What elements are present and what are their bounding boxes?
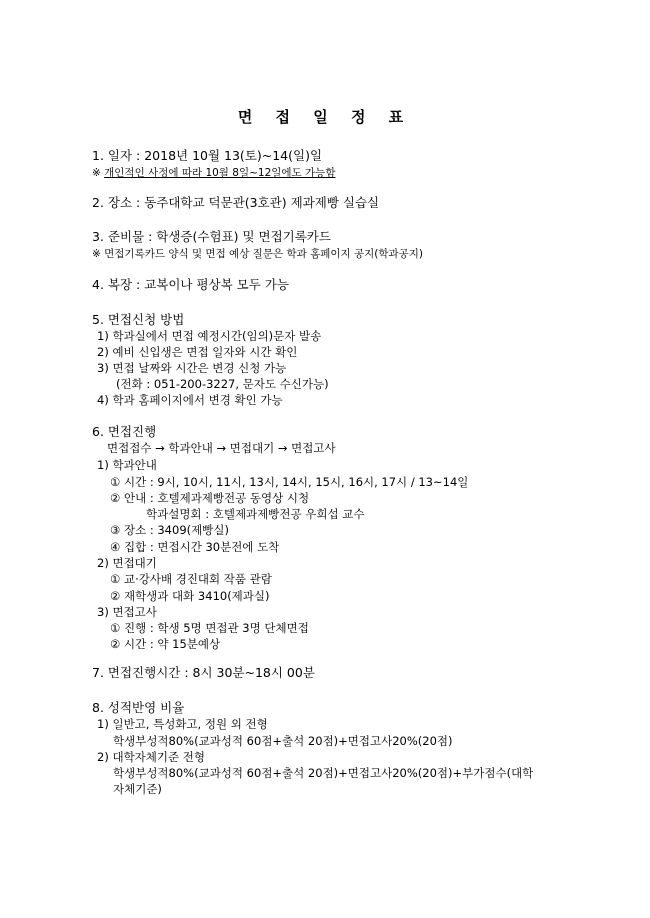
section-5-item-3: 3) 면접 날짜와 시간은 변경 신청 가능 (97, 361, 287, 375)
section-6-line-1: 1) 학과안내 (97, 458, 157, 472)
section-5-item-4: 4) 학과 홈페이지에서 변경 확인 가능 (97, 393, 283, 407)
section-6-heading: 6. 면접진행 (92, 424, 157, 439)
section-6-line-7: 2) 면접대기 (97, 556, 157, 570)
section-6-line-6: ④ 집합 : 면접시간 30분전에 도착 (110, 540, 280, 554)
section-6-line-12: ② 시간 : 약 15분예상 (110, 637, 221, 651)
section-1-note (92, 166, 335, 180)
section-5-phone: (전화 : 051-200-3227, 문자도 수신가능) (116, 377, 329, 391)
note-mark: ※ (92, 167, 105, 179)
section-6-line-2: ① 시간 : 9시, 10시, 11시, 13시, 14시, 15시, 16시, 17시 / 13~14일 (110, 475, 469, 489)
section-6-line-8: ① 교·강사배 경진대회 작품 관람 (110, 572, 272, 586)
section-6-line-10: 3) 면접고사 (97, 605, 157, 619)
section-1-note-text: 개인적인 사정에 따라 10월 8일~12일에도 가능함 (104, 167, 336, 179)
section-8-heading: 8. 성적반영 비율 (92, 700, 185, 715)
section-5-item-2: 2) 예비 신입생은 면접 일자와 시간 확인 (97, 345, 298, 359)
section-4-dress: 4. 복장 : 교복이나 평상복 모두 가능 (92, 277, 289, 292)
section-3-items: 3. 준비물 : 학생증(수험표) 및 면접기록카드 (92, 229, 331, 244)
section-6-line-9: ② 재학생과 대화 3410(제과실) (110, 589, 270, 603)
section-8-line-4: 학생부성적80%(교과성적 60점+출석 20점)+면접고사20%(20점)+부가점수(대학 (113, 766, 534, 780)
section-6-line-3: ② 안내 : 호텔제과제빵전공 동영상 시청 (110, 491, 310, 505)
section-1-date: 1. 일자 : 2018년 10월 13(토)~14(일)일 (92, 148, 323, 163)
section-8-line-3: 2) 대학자체기준 전형 (97, 750, 205, 764)
section-6-line-11: ① 진행 : 학생 5명 면접관 3명 단체면접 (110, 621, 309, 635)
section-2-place: 2. 장소 : 동주대학교 덕문관(3호관) 제과제빵 실습실 (92, 195, 380, 210)
section-5-heading: 5. 면접신청 방법 (92, 312, 185, 327)
page-title: 면 접 일 정 표 (237, 108, 413, 126)
section-5-item-1: 1) 학과실에서 면접 예정시간(임의)문자 발송 (97, 329, 322, 343)
section-6-flow: 면접접수 → 학과안내 → 면접대기 → 면접고사 (107, 441, 336, 455)
section-6-line-4: 학과설명회 : 호텔제과제빵전공 우희섭 교수 (146, 507, 365, 521)
section-3-note: ※ 면접기록카드 양식 및 면접 예상 질문은 학과 홈페이지 공지(학과공지) (92, 248, 424, 260)
section-7-hours: 7. 면접진행시간 : 8시 30분~18시 00분 (92, 665, 315, 680)
section-8-line-1: 1) 일반고, 특성화고, 정원 외 전형 (97, 717, 268, 731)
section-6-line-5: ③ 장소 : 3409(제빵실) (110, 523, 229, 537)
section-8-line-5: 자체기준) (113, 782, 162, 796)
section-8-line-2: 학생부성적80%(교과성적 60점+출석 20점)+면접고사20%(20점) (113, 734, 453, 748)
